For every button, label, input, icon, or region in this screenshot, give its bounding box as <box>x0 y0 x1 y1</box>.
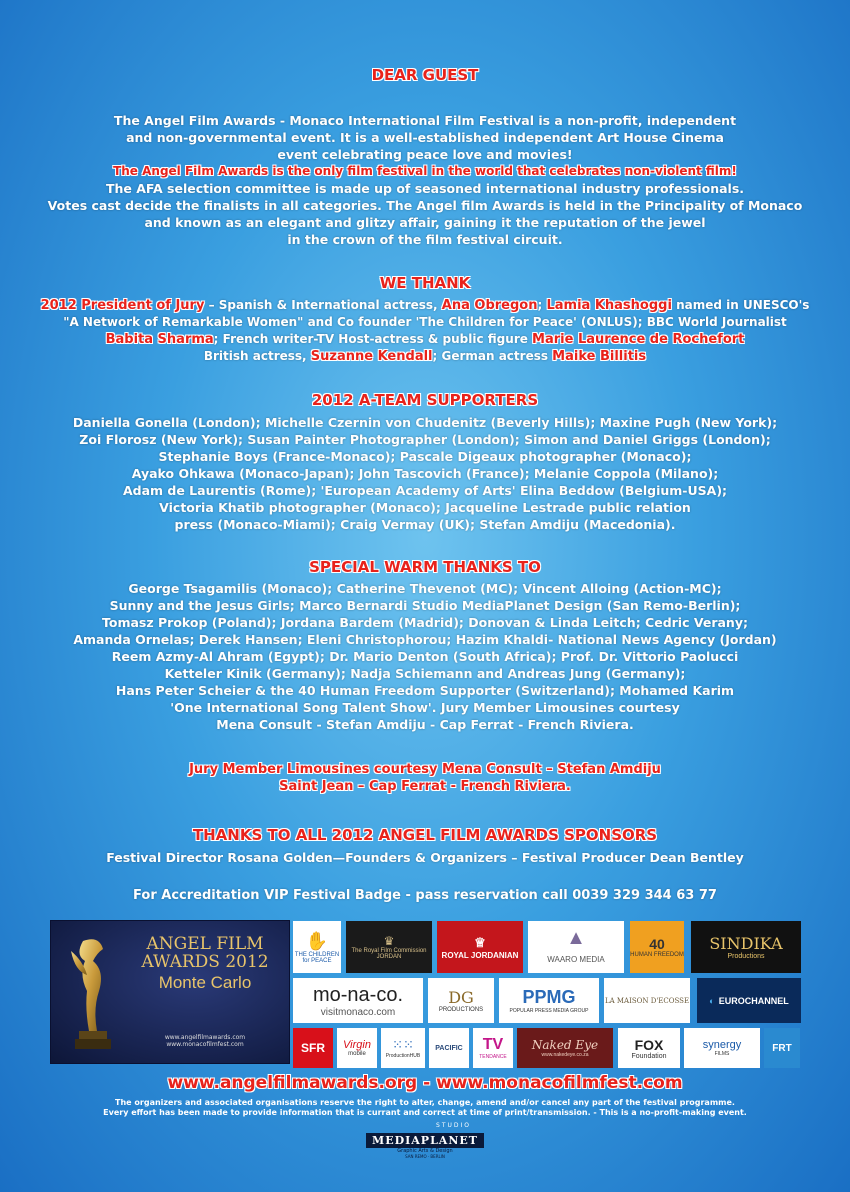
logo-text: Productions <box>727 953 765 960</box>
children-for-peace-logo <box>293 921 341 973</box>
grid-icon: ⁙⁙ <box>392 1037 414 1052</box>
virgin-mobile-logo <box>337 1028 377 1068</box>
crown-icon: ♛ <box>383 934 395 948</box>
supporter-line: Ayako Ohkawa (Monaco-Japan); John Tascovich (France); Melanie Coppola (Milano); <box>131 466 719 481</box>
award-url-line: www.monacofilmfest.com <box>166 1041 244 1048</box>
dear-guest-body <box>0 112 850 248</box>
disclaimer-line: The organizers and associated organisations reserve the right to alter, change, amend and/or cancel any part of the festival programme. <box>115 1098 735 1107</box>
award-subtitle: Monte Carlo <box>158 973 252 992</box>
award-title-line: AWARDS 2012 <box>141 952 269 972</box>
thanks-line: Ketteler Kinik (Germany); Nadja Schiemann and Andreas Jung (Germany); <box>164 666 686 681</box>
award-title-line: ANGEL FILM <box>146 934 264 954</box>
thanks-line: Mena Consult - Stefan Amdiju - Cap Ferrat - French Riviera. <box>216 717 634 732</box>
intro-line: The Angel Film Awards - Monaco International Film Festival is a non-profit, independent <box>113 113 737 128</box>
special-thanks-section <box>0 558 850 576</box>
supporter-line: Zoi Florosz (New York); Susan Painter Photographer (London); Simon and Daniel Griggs (London); <box>79 432 771 447</box>
logo-text: STUDIO <box>436 1122 471 1129</box>
logo-text: mobile <box>348 1051 366 1057</box>
intro-line: and known as an elegant and glitzy affair, gaining it the reputation of the jewel <box>144 215 706 230</box>
thank-text: ; <box>537 298 547 312</box>
logo-text: POPULAR PRESS MEDIA GROUP <box>509 1008 589 1014</box>
supporter-line: Adam de Laurentis (Rome); 'European Academy of Arts' Elina Beddow (Belgium-USA); <box>122 483 728 498</box>
logo-text: mo-na-co. <box>312 983 404 1006</box>
disclaimer <box>0 1098 850 1118</box>
thanks-line: Tomasz Prokop (Poland); Jordana Bardem (Madrid); Donovan & Linda Leitch; Cedric Verany; <box>102 615 748 630</box>
thank-text: ; German actress <box>432 349 553 363</box>
logo-text: Graphic Arts & Design <box>397 1148 453 1154</box>
award-title <box>121 935 289 971</box>
we-thank-section <box>0 274 850 292</box>
intro-highlight: The Angel Film Awards is the only film festival in the world that celebrates non-violent film! <box>113 164 737 178</box>
royal-film-commission-logo <box>346 921 432 973</box>
ppmg-logo <box>499 978 599 1023</box>
special-thanks-title: SPECIAL WARM THANKS TO <box>309 558 541 576</box>
logo-text: THE CHILDREN for PEACE <box>294 951 340 964</box>
logo-text: The Royal Film Commission <box>351 948 427 954</box>
footer-urls: www.angelfilmawards.org - www.monacofilmfest.com <box>167 1073 683 1093</box>
logo-text: visitmonaco.com <box>320 1006 396 1018</box>
intro-line: in the crown of the film festival circuit. <box>287 232 563 247</box>
thank-line-2: "A Network of Remarkable Women" and Co founder 'The Children for Peace' (ONLUS); BBC World Journalist <box>63 315 787 329</box>
angel-statue-icon <box>63 931 123 1056</box>
name-maike-billitis: Maike Billitis <box>552 349 647 364</box>
logo-text: ProductionHUB <box>385 1053 421 1059</box>
eurochannel-logo <box>697 978 801 1023</box>
directors-line: Festival Director Rosana Golden—Founders & Organizers – Festival Producer Dean Bentley <box>106 850 744 865</box>
production-hub-logo <box>381 1028 425 1068</box>
dear-guest-section <box>0 66 850 84</box>
logo-text: ROYAL JORDANIAN <box>441 950 519 960</box>
human-freedom-logo <box>630 921 684 973</box>
logo-text: TV <box>482 1036 504 1053</box>
studio-mediaplanet-logo <box>345 1122 505 1172</box>
name-ana-obregon: Ana Obregon <box>441 298 538 313</box>
logo-text: SAN REMO · BERLIN <box>405 1154 445 1159</box>
thanks-line: Reem Azmy-Al Ahram (Egypt); Dr. Mario Denton (South Africa); Prof. Dr. Vittorio Paolucci <box>111 649 739 664</box>
name-lamia-khashoggi: Lamia Khashoggi <box>546 298 672 313</box>
thank-text: British actress, <box>203 349 311 363</box>
logo-text: MEDIAPLANET <box>366 1133 484 1148</box>
supporter-line: press (Monaco-Miami); Craig Vermay (UK); Stefan Amdiju (Macedonia). <box>174 517 676 532</box>
synergy-films-logo <box>684 1028 760 1068</box>
accreditation-line: For Accreditation VIP Festival Badge - pass reservation call 0039 329 344 63 77 <box>133 888 717 903</box>
la-maison-decosse-logo: LA MAISON D'ECOSSE <box>604 978 690 1023</box>
name-marie-laurence: Marie Laurence de Rochefort <box>532 332 745 347</box>
thank-text: ; French writer-TV Host-actress & public figure <box>213 332 533 346</box>
frt-logo: FRT <box>764 1028 800 1068</box>
crown-icon: ♕ <box>474 934 486 950</box>
thank-line-3 <box>0 331 850 348</box>
logo-text: JORDAN <box>376 954 402 960</box>
jury-president-label: 2012 President of Jury <box>40 298 205 313</box>
logo-text: synergy <box>702 1039 742 1051</box>
logo-text: WAARO MEDIA <box>547 955 605 964</box>
thanks-line: Sunny and the Jesus Girls; Marco Bernardi Studio MediaPlanet Design (San Remo-Berlin); <box>109 598 741 613</box>
special-thanks-body <box>0 580 850 733</box>
we-thank-title: WE THANK <box>379 274 471 292</box>
disclaimer-line: Every effort has been made to provide information that is currant and correct at time of print/transmission. - This is a no-profit-making event. <box>103 1108 747 1117</box>
thank-text: – Spanish & International actress, <box>204 298 442 312</box>
dear-guest-title: DEAR GUEST <box>371 66 479 84</box>
a-team-title: 2012 A-TEAM SUPPORTERS <box>311 391 539 409</box>
logo-text: FOX <box>634 1036 664 1053</box>
royal-jordanian-logo <box>437 921 523 973</box>
fox-foundation-logo <box>618 1028 680 1068</box>
logo-text: SINDIKA <box>709 934 783 953</box>
thanks-line: 'One International Song Talent Show'. Jury Member Limousines courtesy <box>170 700 680 715</box>
supporter-line: Victoria Khatib photographer (Monaco); Jacqueline Lestrade public relation <box>159 500 691 515</box>
name-suzanne-kendall: Suzanne Kendall <box>310 349 433 364</box>
logo-text: Foundation <box>631 1052 667 1060</box>
logo-text: FILMS <box>714 1051 730 1057</box>
name-babita-sharma: Babita Sharma <box>105 332 214 347</box>
limousines-line-1: Jury Member Limousines courtesy Mena Consult – Stefan Amdiju <box>189 762 661 777</box>
logo-text: www.nakedeye.co.za <box>541 1052 589 1058</box>
thank-line-4 <box>0 348 850 365</box>
pacific-logo: PACIFIC <box>429 1028 469 1068</box>
sfr-logo: SFR <box>293 1028 333 1068</box>
a-team-body <box>0 414 850 533</box>
intro-line: Votes cast decide the finalists in all categories. The Angel film Awards is held in the Principality of Monaco <box>47 198 803 213</box>
eurochannel-icon: ◐ <box>709 995 715 1006</box>
thanks-line: Amanda Ornelas; Derek Hansen; Eleni Christophorou; Hazim Khaldi- National News Agency (Jordan) <box>73 632 777 647</box>
logo-text: 40 <box>649 936 665 952</box>
a-team-section <box>0 391 850 409</box>
sponsors-title: THANKS TO ALL 2012 ANGEL FILM AWARDS SPONSORS <box>192 826 658 844</box>
intro-line: event celebrating peace love and movies! <box>277 147 573 162</box>
visitmonaco-logo <box>293 978 423 1023</box>
naked-eye-logo <box>517 1028 613 1068</box>
supporter-line: Stephanie Boys (France-Monaco); Pascale Digeaux photographer (Monaco); <box>158 449 692 464</box>
logo-text: HUMAN FREEDOM <box>630 952 684 958</box>
thank-line-1 <box>0 297 850 314</box>
logo-text: TENDANCE <box>479 1054 507 1060</box>
dg-productions-logo <box>428 978 494 1023</box>
intro-line: and non-governmental event. It is a well-established independent Art House Cinema <box>126 130 724 145</box>
logo-text: PRODUCTIONS <box>438 1007 484 1013</box>
logo-text: Naked Eye <box>531 1038 599 1052</box>
award-urls <box>121 1034 289 1048</box>
supporter-line: Daniella Gonella (London); Michelle Czernin von Chudenitz (Beverly Hills); Maxine Pugh (New York); <box>72 415 778 430</box>
sponsors-section <box>0 826 850 844</box>
we-thank-body <box>0 297 850 365</box>
intro-line: The AFA selection committee is made up of seasoned international industry professionals. <box>105 181 745 196</box>
logo-text: EUROCHANNEL <box>718 995 789 1006</box>
limousines-line-2: Saint Jean – Cap Ferrat - French Riviera. <box>279 779 571 794</box>
logo-text: DG <box>448 988 474 1007</box>
mountain-icon: ▲ <box>566 927 586 949</box>
thanks-line: George Tsagamilis (Monaco); Catherine Thevenot (MC); Vincent Alloing (Action-MC); <box>128 581 722 596</box>
thanks-line: Hans Peter Scheier & the 40 Human Freedom Supporter (Switzerland); Mohamed Karim <box>115 683 735 698</box>
thank-text: named in UNESCO's <box>671 298 810 312</box>
hand-icon: ✋ <box>305 930 329 951</box>
award-url-line: www.angelfilmawards.com <box>164 1034 246 1041</box>
sindika-logo <box>691 921 801 973</box>
waaro-media-logo <box>528 921 624 973</box>
limousines-note <box>0 761 850 795</box>
angel-film-awards-logo <box>50 920 290 1064</box>
logo-text: PPMG <box>522 987 576 1007</box>
tv-tendance-logo <box>473 1028 513 1068</box>
logo-text: Virgin <box>343 1039 371 1051</box>
